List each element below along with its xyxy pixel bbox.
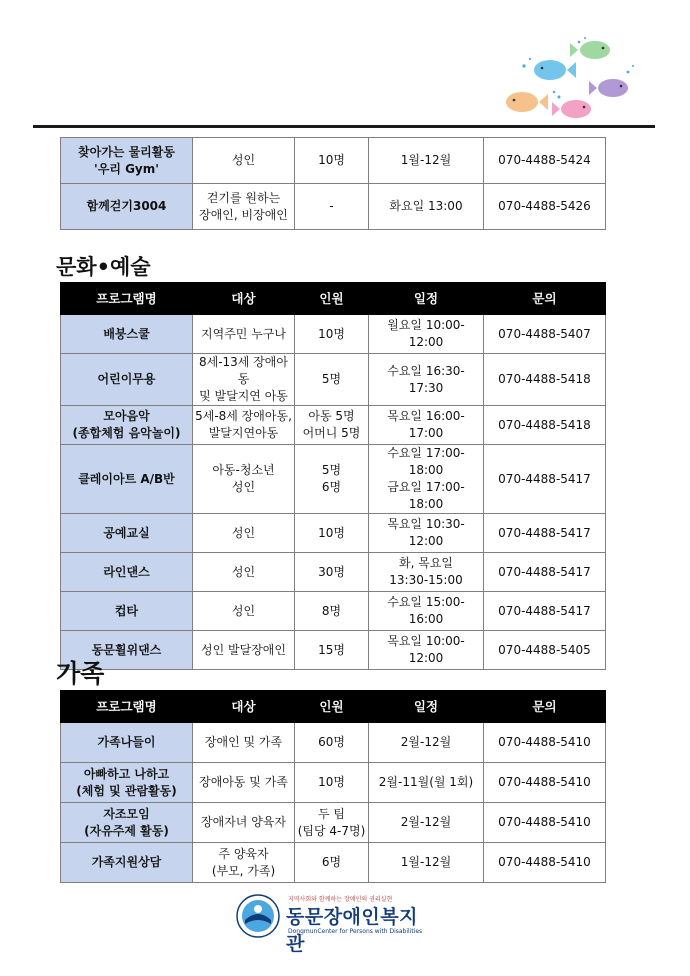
header-capacity: 인원	[295, 283, 369, 315]
cell-program-name: 자조모임 (자유주제 활동)	[61, 803, 193, 843]
section-title-culture: 문화•예술	[56, 255, 151, 279]
cell-contact: 070-4488-5417	[484, 445, 606, 514]
cell-schedule: 1월-12월	[369, 138, 484, 184]
cell-schedule: 2월-12월	[369, 723, 484, 763]
footer-tagline: 지역사회와 함께하는 장애인의 권리실현	[288, 896, 393, 903]
cell-program-name: 컵타	[61, 592, 193, 631]
cell-contact: 070-4488-5418	[484, 406, 606, 445]
top-divider	[33, 125, 655, 128]
fish-blue-icon	[534, 60, 576, 80]
cell-capacity: 10명	[295, 514, 369, 553]
header-contact: 문의	[484, 691, 606, 723]
table-culture	[60, 282, 606, 670]
header-schedule: 일정	[369, 691, 484, 723]
table-row	[61, 138, 606, 184]
cell-contact: 070-4488-5410	[484, 843, 606, 883]
cell-program-name: 클레이아트 A/B반	[61, 445, 193, 514]
table-row	[61, 184, 606, 230]
cell-schedule: 화요일 13:00	[369, 184, 484, 230]
cell-program-name: 배붕스쿨	[61, 315, 193, 354]
cell-schedule: 2월-12월	[369, 803, 484, 843]
header-program-name: 프로그램명	[61, 691, 193, 723]
cell-target: 성인	[193, 514, 295, 553]
table-sports	[60, 137, 606, 230]
cell-program-name: 모아음악 (종합체험 음악놀이)	[61, 406, 193, 445]
cell-capacity: 10명	[295, 315, 369, 354]
cell-program-name: 함께걷기3004	[61, 184, 193, 230]
cell-capacity: 10명	[295, 763, 369, 803]
table-row	[61, 631, 606, 670]
cell-schedule: 수요일 17:00-18:00 금요일 17:00-18:00	[369, 445, 484, 514]
cell-contact: 070-4488-5426	[484, 184, 606, 230]
cell-schedule: 1월-12월	[369, 843, 484, 883]
cell-target: 8세-13세 장애아동 및 발달지연 아동	[193, 354, 295, 406]
cell-contact: 070-4488-5424	[484, 138, 606, 184]
cell-target: 장애자녀 양육자	[193, 803, 295, 843]
footer-logo	[236, 890, 426, 955]
cell-target: 성인	[193, 138, 295, 184]
header-schedule: 일정	[369, 283, 484, 315]
cell-contact: 070-4488-5410	[484, 803, 606, 843]
cell-program-name: 어린이무용	[61, 354, 193, 406]
table-row	[61, 763, 606, 803]
fish-orange-icon	[506, 92, 548, 112]
header-capacity: 인원	[295, 691, 369, 723]
cell-schedule: 수요일 15:00-16:00	[369, 592, 484, 631]
fish-illustration	[500, 36, 640, 124]
cell-capacity: 6명	[295, 843, 369, 883]
table-row	[61, 514, 606, 553]
footer-org-english: DongmunCenter for Persons with Disabilities	[288, 928, 423, 935]
cell-program-name: 가족지원상담	[61, 843, 193, 883]
cell-contact: 070-4488-5417	[484, 553, 606, 592]
cell-contact: 070-4488-5407	[484, 315, 606, 354]
cell-program-name: 아빠하고 나하고 (체험 및 관람활동)	[61, 763, 193, 803]
cell-capacity: 15명	[295, 631, 369, 670]
header-program-name: 프로그램명	[61, 283, 193, 315]
table-row	[61, 723, 606, 763]
cell-contact: 070-4488-5410	[484, 763, 606, 803]
cell-contact: 070-4488-5418	[484, 354, 606, 406]
table-row	[61, 445, 606, 514]
fish-green-icon	[570, 41, 610, 59]
header-contact: 문의	[484, 283, 606, 315]
section-title-family: 가족	[56, 659, 105, 688]
header-target: 대상	[193, 283, 295, 315]
cell-schedule: 2월-11월(월 1회)	[369, 763, 484, 803]
table-row	[61, 354, 606, 406]
footer-org-name: 동문장애인복지관	[286, 906, 418, 955]
cell-target: 걷기를 원하는 장애인, 비장애인	[193, 184, 295, 230]
cell-capacity: 5명 6명	[295, 445, 369, 514]
cell-capacity: 60명	[295, 723, 369, 763]
cell-contact: 070-4488-5410	[484, 723, 606, 763]
cell-program-name: 라인댄스	[61, 553, 193, 592]
cell-target: 지역주민 누구나	[193, 315, 295, 354]
cell-program-name: 동문휠위댄스	[61, 631, 193, 670]
cell-capacity: 두 팀 (팀당 4-7명)	[295, 803, 369, 843]
cell-program-name: 찾아가는 물리활동 '우리 Gym'	[61, 138, 193, 184]
table-row	[61, 553, 606, 592]
cell-capacity: 5명	[295, 354, 369, 406]
cell-capacity: -	[295, 184, 369, 230]
center-seal-icon	[236, 894, 280, 938]
table-row	[61, 406, 606, 445]
table-family	[60, 690, 606, 883]
cell-program-name: 공예교실	[61, 514, 193, 553]
header-target: 대상	[193, 691, 295, 723]
fish-purple-icon	[589, 79, 628, 97]
cell-schedule: 목요일 10:00-12:00	[369, 631, 484, 670]
cell-schedule: 목요일 10:30-12:00	[369, 514, 484, 553]
cell-schedule: 수요일 16:30-17:30	[369, 354, 484, 406]
cell-schedule: 월요일 10:00-12:00	[369, 315, 484, 354]
cell-target: 장애인 및 가족	[193, 723, 295, 763]
fish-pink-icon	[552, 100, 591, 118]
cell-target: 주 양육자 (부모, 가족)	[193, 843, 295, 883]
cell-capacity: 아동 5명 어머니 5명	[295, 406, 369, 445]
cell-target: 성인 발달장애인	[193, 631, 295, 670]
cell-contact: 070-4488-5405	[484, 631, 606, 670]
table-row	[61, 592, 606, 631]
cell-contact: 070-4488-5417	[484, 592, 606, 631]
cell-target: 성인	[193, 553, 295, 592]
table-row	[61, 843, 606, 883]
cell-program-name: 가족나들이	[61, 723, 193, 763]
cell-target: 5세-8세 장애아동, 발달지연아동	[193, 406, 295, 445]
table-row	[61, 803, 606, 843]
cell-schedule: 목요일 16:00-17:00	[369, 406, 484, 445]
cell-target: 아동-청소년 성인	[193, 445, 295, 514]
cell-capacity: 8명	[295, 592, 369, 631]
cell-capacity: 30명	[295, 553, 369, 592]
table-row	[61, 315, 606, 354]
cell-target: 장애아동 및 가족	[193, 763, 295, 803]
cell-contact: 070-4488-5417	[484, 514, 606, 553]
cell-schedule: 화, 목요일 13:30-15:00	[369, 553, 484, 592]
cell-target: 성인	[193, 592, 295, 631]
cell-capacity: 10명	[295, 138, 369, 184]
